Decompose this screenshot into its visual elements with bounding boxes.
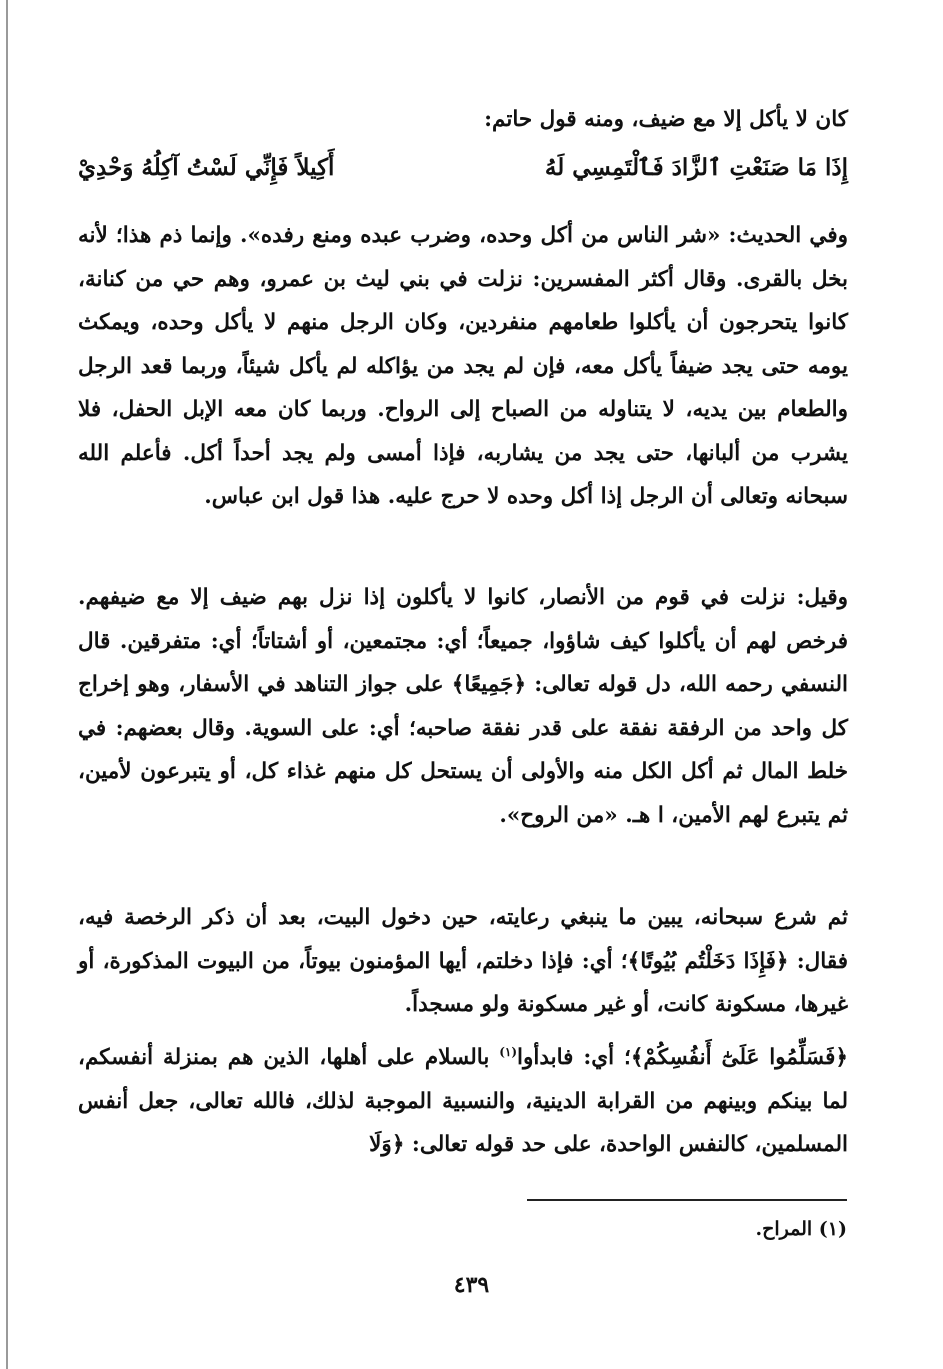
- page-number: ٤٣٩: [453, 1272, 490, 1298]
- verse-first-hemistich: إِذَا مَا صَنَعْتِ ٱلزَّادَ فَٱلْتَمِسِي لَهُ: [544, 154, 848, 181]
- greeting-text-start: ﴿فَسَلِّمُوا عَلَىٰٓ أَنفُسِكُمْ﴾؛ أي: فابدأوا: [517, 1045, 848, 1070]
- page-edge-line: [6, 0, 8, 1369]
- footnote-marker: (١): [499, 1044, 518, 1059]
- paragraph-entering-houses: ثم شرع سبحانه، يبين ما ينبغي رعايته، حين دخول البيت، بعد أن ذكر الرخصة فيه، فقال: ﴿فَإِذَا دَخَلْتُم بُيُوتًا﴾؛ أي: فإذا دخلتم، أيها المؤمنون بيوتاً، من البيوت المذكورة، أو غيرها، مسكونة كانت، أو غير مسكونة ولو مسجداً.: [78, 905, 848, 1017]
- greeting-text-rest: بالسلام على أهلها، الذين هم بمنزلة أنفسكم، لما بينكم وبينهم من القرابة الدينية، والنسبية الموجبة لذلك، فالله تعالى، جعل أنفس المسلمين، كالنفس الواحدة، على حد قوله تعالى: ﴿وَلَا: [78, 1045, 848, 1157]
- footnote: (١) المراح.: [755, 1218, 847, 1240]
- intro-line: كان لا يأكل إلا مع ضيف، ومنه قول حاتم:: [484, 107, 848, 132]
- poetry-verse: [78, 148, 848, 194]
- paragraph-hadith: وفي الحديث: «شر الناس من أكل وحده، وضرب عبده ومنع رفده». وإنما ذم هذا؛ لأنه بخل بالقرى. وقال أكثر المفسرين: نزلت في بني ليث بن عمرو، وهم حي من كنانة، كانوا يتحرجون أن يأكلوا طعامهم منفردين، وكان الرجل منهم لا يأكل وحده، ويمكث يومه حتى يجد ضيفاً يأكل معه، فإن لم يجد من يؤاكله لم يأكل شيئاً، وربما قعد الرجل والطعام بين يديه، لا يتناوله من الصباح إلى الرواح. وربما كان معه الإبل الحفل، فلا يشرب من ألبانها، حتى يجد من يشاربه، فإذا أمسى ولم يجد أحداً أكل. فأعلم الله سبحانه وتعالى أن الرجل إذا أكل وحده لا حرج عليه. هذا قول ابن عباس.: [78, 223, 848, 509]
- verse-second-hemistich: أَكِيلاً فَإِنِّي لَسْتُ آكِلُهُ وَحْدِيْ: [78, 154, 335, 181]
- paragraph-ansar: وقيل: نزلت في قوم من الأنصار، كانوا لا يأكلون إذا نزل بهم ضيف إلا مع ضيفهم. فرخص لهم أن يأكلوا كيف شاؤوا، جميعاً؛ أي: مجتمعين، أو أشتاتاً؛ أي: متفرقين. قال النسفي رحمه الله، دل قوله تعالى: ﴿جَمِيعًا﴾ على جواز التناهد في الأسفار، وهو إخراج كل واحد من الرفقة نفقة على قدر نفقة صاحبه؛ أي: على السوية. وقال بعضهم: في خلط المال ثم أكل الكل منه والأولى أن يستحل كل منهم غذاء كل، أو يتبرعون لأمين، ثم يتبرع لهم الأمين، ا هـ. «من الروح».: [78, 585, 848, 828]
- footnote-separator: [527, 1199, 847, 1201]
- paragraph-greeting: [78, 1036, 848, 1167]
